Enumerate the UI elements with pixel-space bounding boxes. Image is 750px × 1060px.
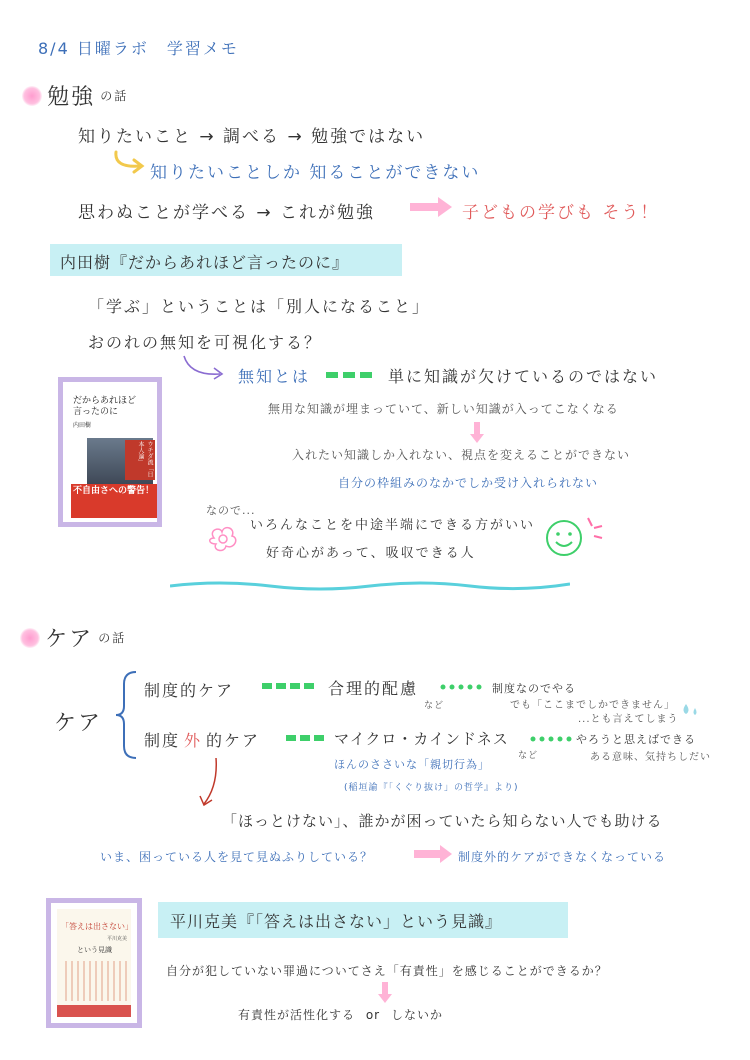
care-row1-nado: など xyxy=(424,701,445,711)
book2-band xyxy=(57,1005,131,1017)
care-row1-sub: でも「ここまでしかできません」 xyxy=(510,700,675,711)
book2-line1: 自分が犯していない罪過についてさえ「有責性」を感じることができるか？ xyxy=(166,964,608,978)
nanode-label: なので... xyxy=(206,504,256,517)
green-dash-icon xyxy=(262,681,314,691)
pink-down-arrow-icon xyxy=(378,982,392,1004)
book2-title: 平川克美『「答えは出さない」という見識』 xyxy=(170,912,503,931)
book1-quote2: おのれの無知を可視化する？ xyxy=(88,330,322,353)
care-row2-label: 制度 外 的ケア xyxy=(144,728,260,751)
pink-dot-icon xyxy=(22,86,42,106)
care-row1-term: 合理的配慮 xyxy=(328,679,419,698)
study-line1: 知りたいこと → 調べる → 勉強ではない xyxy=(78,127,426,147)
care-row1-sub2: ...とも言えてしまう xyxy=(578,714,679,725)
book2-cover: 「答えは出さない」 平川克美 という見識 xyxy=(46,898,142,1028)
book1-title: 内田樹『だからあれほど言ったのに』 xyxy=(60,253,350,272)
page-title: 8/4 日曜ラボ 学習メモ xyxy=(38,39,239,58)
care-row1-label: 制度的ケア xyxy=(144,681,235,700)
smiley-icon xyxy=(544,510,610,560)
muchi-definition: 単に知識が欠けているのではない xyxy=(388,367,659,386)
sweat-drop-icon xyxy=(680,702,700,718)
brace-icon xyxy=(114,670,140,760)
section-heading-care: ケア の話 xyxy=(20,622,126,653)
wavy-divider xyxy=(170,576,570,596)
pink-arrow-icon xyxy=(410,196,454,218)
pink-arrow-icon xyxy=(414,845,454,863)
purple-arrow-icon xyxy=(180,354,230,384)
muchi-label: 無知とは xyxy=(238,367,311,386)
book1-cover: だからあれほど 言ったのに 内田樹 ウチダ流「日本人論」 不自由さへの警告！ xyxy=(58,377,162,527)
green-dots-icon xyxy=(440,683,484,691)
note-1: 無用な知識が埋まっていて、新しい知識が入ってこなくなる xyxy=(268,402,619,416)
highlight-yusekisei: 有責性 xyxy=(399,964,439,978)
book2-line2: 有責性が活性化する or しないか xyxy=(238,1008,443,1022)
note-2: 入れたい知識しか入れない、視点を変えることができない xyxy=(292,448,631,462)
care-row2-ref: (稲垣諭『「くぐり抜け」の哲学』より) xyxy=(344,783,519,793)
section-heading-study: 勉強 の話 xyxy=(22,80,128,111)
green-dots-icon xyxy=(530,735,574,743)
care-line-a: 「ほっとけない」、誰かが困っていたら知らない人でも助ける xyxy=(222,812,663,830)
care-row2-nado: など xyxy=(518,751,539,761)
pink-dot-icon xyxy=(20,628,40,648)
care-line-b-right: 制度外的ケアができなくなっている xyxy=(458,850,667,864)
book1-quote1: 「学ぶ」ということは「別人になること」 xyxy=(88,297,431,316)
pink-down-arrow-icon xyxy=(470,422,484,444)
study-line1-sub: 知りたいことしか 知ることができない xyxy=(150,163,481,183)
care-label: ケア xyxy=(54,711,103,736)
note-4: いろんなことを中途半端にできる方がいい xyxy=(250,518,536,533)
book2-text-block xyxy=(65,961,129,1001)
study-line2-right: 子どもの学びも そう！ xyxy=(462,203,660,223)
red-arrow-icon xyxy=(196,756,226,810)
note-3: 自分の枠組みのなかでしか受け入れられない xyxy=(338,476,599,490)
care-row2-note: やろうと思えばできる xyxy=(576,733,696,746)
note-5: 好奇心があって、吸収できる人 xyxy=(266,546,476,561)
green-dash-icon xyxy=(286,733,324,743)
care-row2-term: マイクロ・カインドネス xyxy=(334,730,509,748)
highlight-soto: 外 xyxy=(184,728,202,751)
flower-icon xyxy=(206,524,240,554)
study-line2: 思わぬことが学べる → これが勉強 xyxy=(78,203,376,223)
care-row1-note: 制度なのでやる xyxy=(492,682,576,695)
curved-arrow-icon xyxy=(110,150,150,176)
care-row2-small: ほんのささいな「親切行為」 xyxy=(334,758,490,771)
care-line-b-left: いま、困っている人を見て見ぬふりしている？ xyxy=(100,850,374,864)
care-row2-sub: ある意味、気持ちしだい xyxy=(590,752,711,763)
highlight-muchi: 無知 xyxy=(160,330,196,353)
green-dash-icon xyxy=(326,370,376,380)
